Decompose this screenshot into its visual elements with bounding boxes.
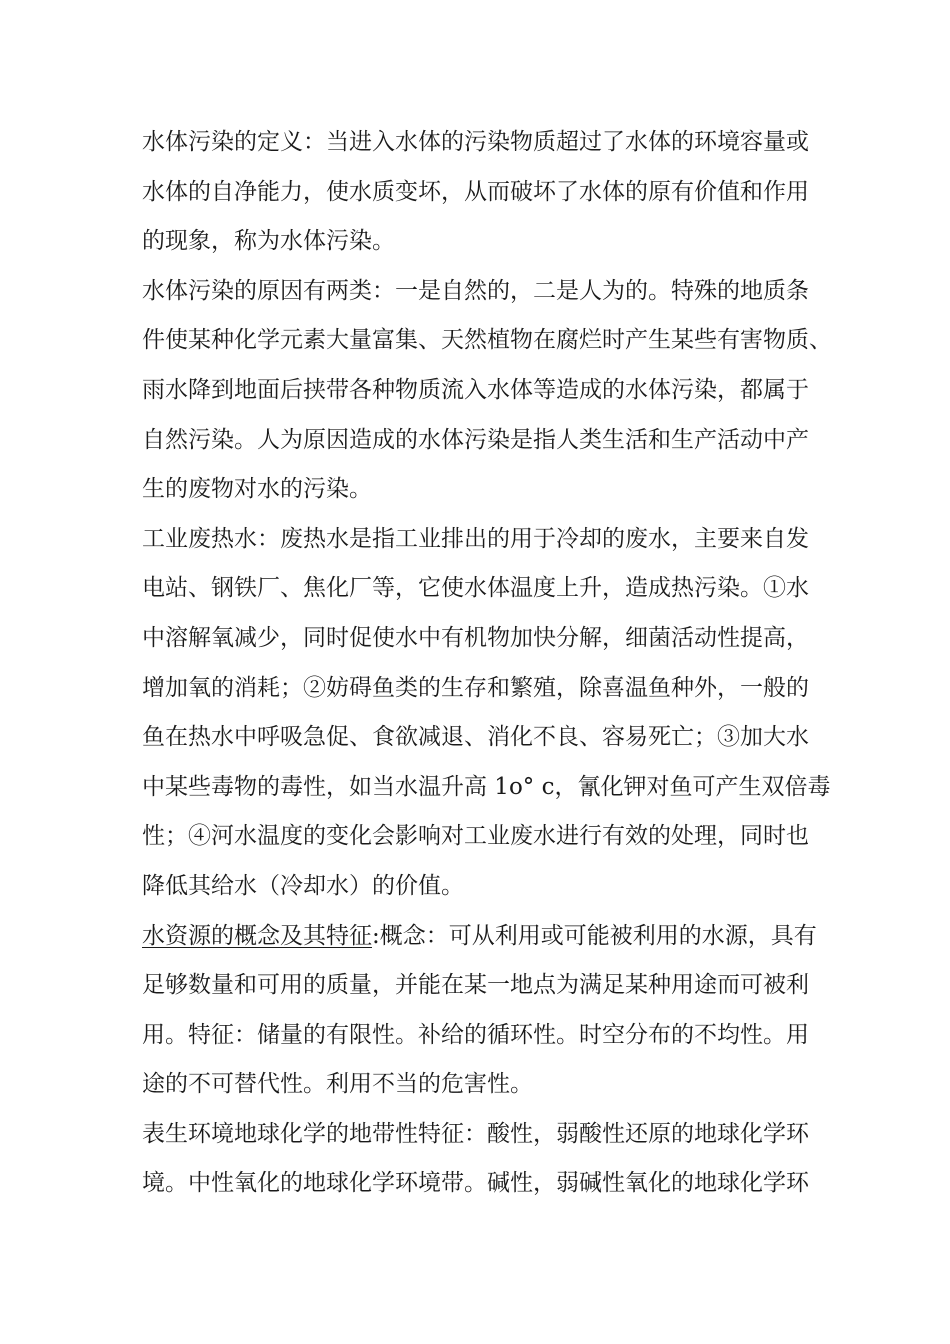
text-line <box>142 912 830 962</box>
text-line: 增加氧的消耗；②妨碍鱼类的生存和繁殖，除喜温鱼种外，一般的 <box>142 674 809 701</box>
paragraph-industrial-waste-heat-water <box>142 515 830 912</box>
text-line: 水体污染的原因有两类：一是自然的，二是人为的。特殊的地质条 <box>142 277 809 304</box>
text-line: 足够数量和可用的质量，并能在某一地点为满足某种用途而可被利 <box>142 972 809 999</box>
text-line: 降低其给水（冷却水）的价值。 <box>142 872 464 899</box>
text-line: 鱼在热水中呼吸急促、食欲减退、消化不良、容易死亡；③加大水 <box>142 724 809 751</box>
text-line: 工业废热水：废热水是指工业排出的用于冷却的废水，主要来自发 <box>142 525 809 552</box>
paragraph-water-pollution-causes <box>142 267 830 515</box>
text-line: 中溶解氧减少，同时促使水中有机物加快分解，细菌活动性提高， <box>142 624 809 651</box>
text-line: 生的废物对水的污染。 <box>142 476 372 503</box>
text-line: 自然污染。人为原因造成的水体污染是指人类生活和生产活动中产 <box>142 426 809 453</box>
text-line: 途的不可替代性。利用不当的危害性。 <box>142 1071 533 1098</box>
text-line: 中某些毒物的毒性，如当水温升高 1o° c，氰化钾对鱼可产生双倍毒 <box>142 773 831 800</box>
paragraph-surface-environment-geochemistry <box>142 1110 830 1209</box>
document-body <box>142 118 830 1209</box>
underlined-term-heading: 水资源的概念及其特征 <box>142 922 372 949</box>
paragraph-water-resources-concept <box>142 912 830 1110</box>
text-line: 电站、钢铁厂、焦化厂等，它使水体温度上升，造成热污染。①水 <box>142 575 809 602</box>
text-line: 境。中性氧化的地球化学环境带。碱性，弱碱性氧化的地球化学环 <box>142 1170 809 1197</box>
text-line: 表生环境地球化学的地带性特征：酸性，弱酸性还原的地球化学环 <box>142 1120 809 1147</box>
text-line: 水体的自净能力，使水质变坏，从而破坏了水体的原有价值和作用 <box>142 178 809 205</box>
text-line: 性；④河水温度的变化会影响对工业废水进行有效的处理，同时也 <box>142 823 809 850</box>
text-line: 水体污染的定义：当进入水体的污染物质超过了水体的环境容量或 <box>142 129 809 155</box>
text-line-rest: :概念：可从利用或可能被利用的水源，具有 <box>372 922 817 949</box>
text-line: 的现象，称为水体污染。 <box>142 228 395 255</box>
text-line: 件使某种化学元素大量富集、天然植物在腐烂时产生某些有害物质、 <box>142 327 832 354</box>
text-line: 雨水降到地面后挟带各种物质流入水体等造成的水体污染，都属于 <box>142 376 809 403</box>
text-line: 用。特征：储量的有限性。补给的循环性。时空分布的不均性。用 <box>142 1021 809 1048</box>
paragraph-water-pollution-definition <box>142 118 830 267</box>
